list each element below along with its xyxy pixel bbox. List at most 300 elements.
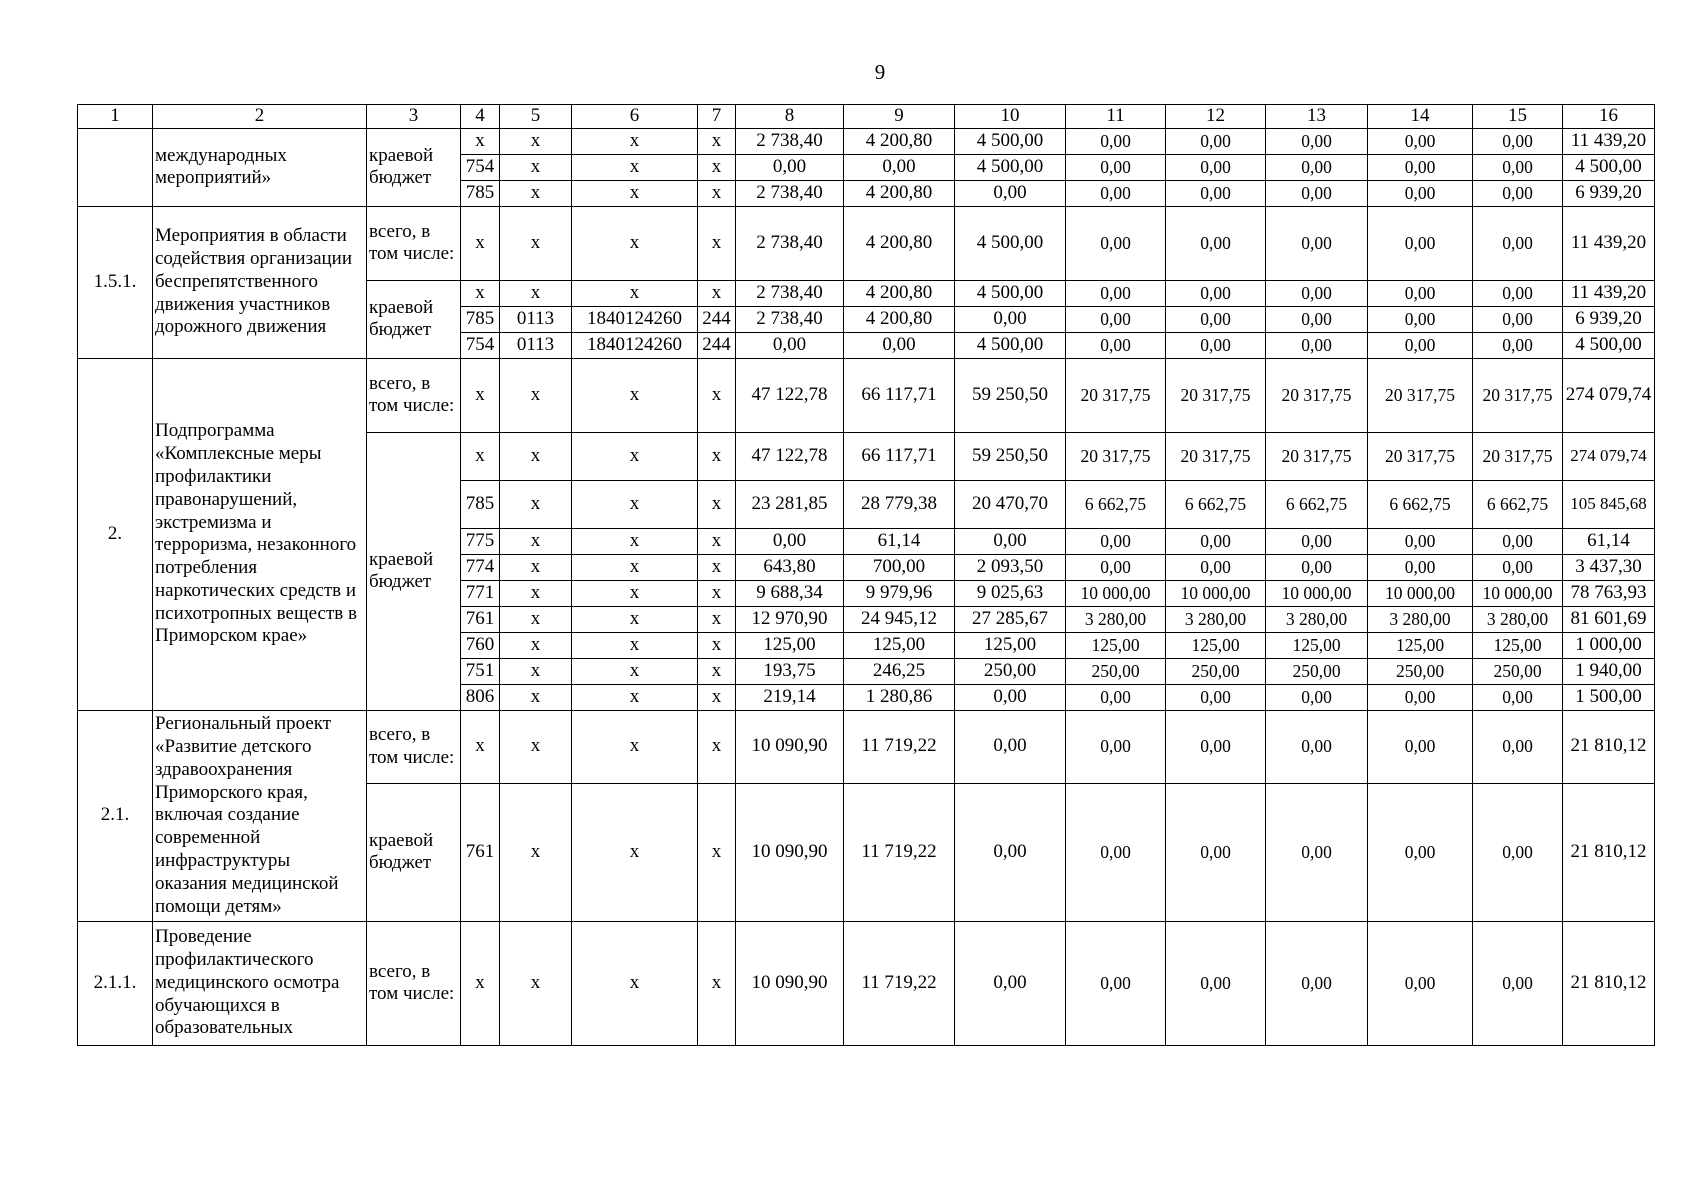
value-cell: 0,00 xyxy=(955,180,1066,206)
table-row xyxy=(78,710,1655,783)
total-label: всего, в том числе: xyxy=(367,206,461,280)
value-cell: x xyxy=(500,554,572,580)
value-cell: 28 779,38 xyxy=(844,480,955,528)
funding-source: краевой бюджет xyxy=(367,128,461,206)
value-cell: 9 979,96 xyxy=(844,580,955,606)
value-cell: 219,14 xyxy=(736,684,844,710)
value-cell: x xyxy=(698,606,736,632)
header-row xyxy=(78,105,1655,129)
value-cell: x xyxy=(572,783,698,921)
value-cell: 0,00 xyxy=(1066,528,1166,554)
value-cell: 0,00 xyxy=(1266,332,1368,358)
row-title: Региональный проект «Развитие детского здравоохранения Приморского края, включая создание современной инфраструктуры оказания медицинской помощи детям» xyxy=(153,710,367,921)
value-cell: 10 000,00 xyxy=(1166,580,1266,606)
table-row xyxy=(78,206,1655,280)
value-cell: 244 xyxy=(698,332,736,358)
value-cell: 0,00 xyxy=(844,332,955,358)
value-cell: 4 500,00 xyxy=(1563,332,1655,358)
value-cell: 125,00 xyxy=(1066,632,1166,658)
value-cell: 47 122,78 xyxy=(736,432,844,480)
value-cell: x xyxy=(572,358,698,432)
value-cell: 0,00 xyxy=(1368,554,1473,580)
value-cell: 59 250,50 xyxy=(955,432,1066,480)
value-cell: 0,00 xyxy=(1166,180,1266,206)
value-cell: x xyxy=(500,658,572,684)
value-cell: 0,00 xyxy=(1066,554,1166,580)
value-cell: 0,00 xyxy=(1368,783,1473,921)
value-cell: 20 317,75 xyxy=(1266,358,1368,432)
value-cell: 0,00 xyxy=(1066,710,1166,783)
value-cell: 250,00 xyxy=(1266,658,1368,684)
value-cell: x xyxy=(500,480,572,528)
value-cell: 0,00 xyxy=(1266,921,1368,1045)
value-cell: 6 662,75 xyxy=(1166,480,1266,528)
value-cell: 0,00 xyxy=(1266,306,1368,332)
value-cell: 244 xyxy=(698,306,736,332)
value-cell: 4 500,00 xyxy=(955,206,1066,280)
value-cell: 0,00 xyxy=(1266,206,1368,280)
value-cell: 0,00 xyxy=(1166,783,1266,921)
value-cell: 775 xyxy=(461,528,500,554)
value-cell: x xyxy=(500,684,572,710)
value-cell: 0,00 xyxy=(1166,154,1266,180)
total-label: всего, в том числе: xyxy=(367,710,461,783)
value-cell: x xyxy=(461,358,500,432)
value-cell: 20 317,75 xyxy=(1166,358,1266,432)
value-cell: 0,00 xyxy=(1166,206,1266,280)
column-header: 14 xyxy=(1368,105,1473,129)
value-cell: x xyxy=(572,528,698,554)
value-cell: 125,00 xyxy=(844,632,955,658)
page-number: 9 xyxy=(874,60,886,84)
value-cell: 0,00 xyxy=(1473,921,1563,1045)
value-cell: 11 439,20 xyxy=(1563,128,1655,154)
value-cell: 0,00 xyxy=(1166,921,1266,1045)
value-cell: 20 317,75 xyxy=(1066,358,1166,432)
row-number: 2. xyxy=(78,358,153,710)
value-cell: 21 810,12 xyxy=(1563,710,1655,783)
value-cell: 643,80 xyxy=(736,554,844,580)
value-cell: 125,00 xyxy=(1166,632,1266,658)
value-cell: 0,00 xyxy=(1473,180,1563,206)
value-cell: x xyxy=(698,480,736,528)
value-cell: 11 719,22 xyxy=(844,921,955,1045)
value-cell: x xyxy=(698,710,736,783)
value-cell: x xyxy=(572,154,698,180)
value-cell: 6 662,75 xyxy=(1066,480,1166,528)
value-cell: 246,25 xyxy=(844,658,955,684)
value-cell: 0,00 xyxy=(1166,528,1266,554)
value-cell: 0,00 xyxy=(1066,306,1166,332)
value-cell: 10 000,00 xyxy=(1368,580,1473,606)
column-header: 1 xyxy=(78,105,153,129)
value-cell: 0113 xyxy=(500,332,572,358)
value-cell: 0,00 xyxy=(1473,280,1563,306)
row-title: международных мероприятий» xyxy=(153,128,367,206)
value-cell: x xyxy=(572,180,698,206)
value-cell: 10 090,90 xyxy=(736,921,844,1045)
value-cell: 0,00 xyxy=(1266,128,1368,154)
value-cell: 0,00 xyxy=(1266,554,1368,580)
value-cell: 20 470,70 xyxy=(955,480,1066,528)
column-header: 4 xyxy=(461,105,500,129)
value-cell: x xyxy=(572,606,698,632)
value-cell: 0,00 xyxy=(1066,154,1166,180)
column-header: 12 xyxy=(1166,105,1266,129)
value-cell: 0,00 xyxy=(1066,783,1166,921)
value-cell: x xyxy=(698,128,736,154)
value-cell: 274 079,74 xyxy=(1563,432,1655,480)
value-cell: 0,00 xyxy=(1166,332,1266,358)
value-cell: 0,00 xyxy=(1368,154,1473,180)
value-cell: 3 280,00 xyxy=(1166,606,1266,632)
value-cell: x xyxy=(500,358,572,432)
value-cell: 20 317,75 xyxy=(1368,358,1473,432)
value-cell: 105 845,68 xyxy=(1563,480,1655,528)
value-cell: x xyxy=(461,710,500,783)
value-cell: 0,00 xyxy=(1368,921,1473,1045)
value-cell: 250,00 xyxy=(1166,658,1266,684)
value-cell: 9 688,34 xyxy=(736,580,844,606)
value-cell: 751 xyxy=(461,658,500,684)
value-cell: 0,00 xyxy=(1266,783,1368,921)
value-cell: x xyxy=(698,783,736,921)
value-cell: 250,00 xyxy=(1368,658,1473,684)
value-cell: x xyxy=(500,921,572,1045)
table-row xyxy=(78,358,1655,432)
value-cell: 0,00 xyxy=(736,528,844,554)
value-cell: 61,14 xyxy=(844,528,955,554)
total-label: всего, в том числе: xyxy=(367,921,461,1045)
value-cell: 806 xyxy=(461,684,500,710)
value-cell: x xyxy=(500,180,572,206)
value-cell: 3 280,00 xyxy=(1266,606,1368,632)
value-cell: 0,00 xyxy=(1266,684,1368,710)
value-cell: 0,00 xyxy=(1066,128,1166,154)
column-header: 5 xyxy=(500,105,572,129)
value-cell: 20 317,75 xyxy=(1368,432,1473,480)
value-cell: 6 939,20 xyxy=(1563,306,1655,332)
value-cell: x xyxy=(500,206,572,280)
row-number: 1.5.1. xyxy=(78,206,153,358)
value-cell: 0,00 xyxy=(1166,306,1266,332)
column-header: 3 xyxy=(367,105,461,129)
value-cell: 20 317,75 xyxy=(1266,432,1368,480)
value-cell: 23 281,85 xyxy=(736,480,844,528)
value-cell: 0,00 xyxy=(1473,554,1563,580)
column-header: 7 xyxy=(698,105,736,129)
value-cell: 2 738,40 xyxy=(736,180,844,206)
value-cell: 61,14 xyxy=(1563,528,1655,554)
column-header: 11 xyxy=(1066,105,1166,129)
value-cell: 4 500,00 xyxy=(955,280,1066,306)
value-cell: 0,00 xyxy=(1066,684,1166,710)
value-cell: x xyxy=(572,921,698,1045)
value-cell: 66 117,71 xyxy=(844,358,955,432)
value-cell: x xyxy=(572,710,698,783)
value-cell: 0,00 xyxy=(955,528,1066,554)
value-cell: 0,00 xyxy=(1473,128,1563,154)
value-cell: 20 317,75 xyxy=(1066,432,1166,480)
value-cell: x xyxy=(500,528,572,554)
value-cell: 125,00 xyxy=(1368,632,1473,658)
column-header: 10 xyxy=(955,105,1066,129)
value-cell: x xyxy=(500,710,572,783)
value-cell: x xyxy=(572,480,698,528)
value-cell: 10 000,00 xyxy=(1266,580,1368,606)
value-cell: 21 810,12 xyxy=(1563,783,1655,921)
value-cell: 250,00 xyxy=(1473,658,1563,684)
value-cell: 3 437,30 xyxy=(1563,554,1655,580)
value-cell: x xyxy=(572,432,698,480)
value-cell: x xyxy=(572,658,698,684)
row-number xyxy=(78,128,153,206)
value-cell: x xyxy=(500,128,572,154)
value-cell: 0,00 xyxy=(1066,206,1166,280)
value-cell: 1840124260 xyxy=(572,306,698,332)
value-cell: x xyxy=(698,658,736,684)
value-cell: 0,00 xyxy=(955,783,1066,921)
value-cell: 4 500,00 xyxy=(955,128,1066,154)
value-cell: x xyxy=(500,432,572,480)
value-cell: 0,00 xyxy=(736,154,844,180)
value-cell: 11 719,22 xyxy=(844,710,955,783)
value-cell: x xyxy=(500,632,572,658)
funding-source: краевой бюджет xyxy=(367,280,461,358)
value-cell: 0,00 xyxy=(1368,128,1473,154)
value-cell: 125,00 xyxy=(1473,632,1563,658)
value-cell: 0,00 xyxy=(1368,710,1473,783)
value-cell: 125,00 xyxy=(955,632,1066,658)
row-title: Подпрограмма «Комплексные меры профилактики правонарушений, экстремизма и терроризма, незаконного потребления наркотических средств и психотропных веществ в Приморском крае» xyxy=(153,358,367,710)
value-cell: x xyxy=(461,206,500,280)
value-cell: x xyxy=(698,554,736,580)
value-cell: 0,00 xyxy=(955,710,1066,783)
value-cell: 66 117,71 xyxy=(844,432,955,480)
value-cell: 10 000,00 xyxy=(1473,580,1563,606)
value-cell: 2 738,40 xyxy=(736,128,844,154)
value-cell: 0,00 xyxy=(1066,180,1166,206)
column-header: 9 xyxy=(844,105,955,129)
value-cell: 4 500,00 xyxy=(955,332,1066,358)
budget-table xyxy=(77,104,1655,1046)
value-cell: 0,00 xyxy=(1266,710,1368,783)
column-header: 8 xyxy=(736,105,844,129)
value-cell: 4 200,80 xyxy=(844,306,955,332)
value-cell: 0,00 xyxy=(1066,332,1166,358)
value-cell: 0,00 xyxy=(1368,180,1473,206)
value-cell: 27 285,67 xyxy=(955,606,1066,632)
value-cell: x xyxy=(698,154,736,180)
value-cell: 2 738,40 xyxy=(736,206,844,280)
value-cell: x xyxy=(500,580,572,606)
value-cell: 0,00 xyxy=(1473,154,1563,180)
value-cell: x xyxy=(500,783,572,921)
value-cell: x xyxy=(572,580,698,606)
column-header: 13 xyxy=(1266,105,1368,129)
value-cell: 81 601,69 xyxy=(1563,606,1655,632)
value-cell: x xyxy=(572,684,698,710)
value-cell: 47 122,78 xyxy=(736,358,844,432)
row-title: Мероприятия в области содействия организации беспрепятственного движения участников дорожного движения xyxy=(153,206,367,358)
value-cell: 0,00 xyxy=(955,684,1066,710)
value-cell: 1 280,86 xyxy=(844,684,955,710)
value-cell: 2 093,50 xyxy=(955,554,1066,580)
value-cell: 761 xyxy=(461,606,500,632)
row-number: 2.1. xyxy=(78,710,153,921)
value-cell: x xyxy=(698,358,736,432)
value-cell: 754 xyxy=(461,154,500,180)
value-cell: 0,00 xyxy=(1066,280,1166,306)
column-header: 15 xyxy=(1473,105,1563,129)
value-cell: 2 738,40 xyxy=(736,280,844,306)
table-row xyxy=(78,921,1655,1045)
value-cell: 24 945,12 xyxy=(844,606,955,632)
value-cell: x xyxy=(500,606,572,632)
value-cell: 21 810,12 xyxy=(1563,921,1655,1045)
value-cell: x xyxy=(572,554,698,580)
funding-source: краевой бюджет xyxy=(367,783,461,921)
value-cell: 250,00 xyxy=(955,658,1066,684)
value-cell: 193,75 xyxy=(736,658,844,684)
column-header: 16 xyxy=(1563,105,1655,129)
value-cell: 4 200,80 xyxy=(844,280,955,306)
value-cell: 0,00 xyxy=(1066,921,1166,1045)
value-cell: 250,00 xyxy=(1066,658,1166,684)
value-cell: 785 xyxy=(461,306,500,332)
column-header: 2 xyxy=(153,105,367,129)
value-cell: 785 xyxy=(461,180,500,206)
value-cell: 10 090,90 xyxy=(736,710,844,783)
row-title: Проведение профилактического медицинского осмотра обучающихся в образовательных xyxy=(153,921,367,1045)
funding-source: краевой бюджет xyxy=(367,432,461,710)
value-cell: 754 xyxy=(461,332,500,358)
value-cell: 700,00 xyxy=(844,554,955,580)
value-cell: 59 250,50 xyxy=(955,358,1066,432)
value-cell: 6 939,20 xyxy=(1563,180,1655,206)
value-cell: 4 500,00 xyxy=(955,154,1066,180)
value-cell: 6 662,75 xyxy=(1266,480,1368,528)
value-cell: x xyxy=(698,280,736,306)
value-cell: x xyxy=(698,528,736,554)
value-cell: 0,00 xyxy=(736,332,844,358)
value-cell: 0,00 xyxy=(955,921,1066,1045)
value-cell: 0,00 xyxy=(1166,684,1266,710)
value-cell: x xyxy=(698,921,736,1045)
value-cell: 0,00 xyxy=(844,154,955,180)
value-cell: 0,00 xyxy=(1368,684,1473,710)
value-cell: x xyxy=(461,280,500,306)
value-cell: x xyxy=(500,154,572,180)
value-cell: 0,00 xyxy=(1473,684,1563,710)
value-cell: 0,00 xyxy=(1368,528,1473,554)
value-cell: 1840124260 xyxy=(572,332,698,358)
value-cell: 11 439,20 xyxy=(1563,206,1655,280)
value-cell: 0,00 xyxy=(1368,280,1473,306)
value-cell: x xyxy=(572,632,698,658)
value-cell: 0,00 xyxy=(1473,206,1563,280)
value-cell: 0113 xyxy=(500,306,572,332)
value-cell: 0,00 xyxy=(1473,783,1563,921)
value-cell: 0,00 xyxy=(1266,528,1368,554)
value-cell: x xyxy=(572,128,698,154)
value-cell: 20 317,75 xyxy=(1473,432,1563,480)
value-cell: x xyxy=(572,280,698,306)
value-cell: 0,00 xyxy=(1166,128,1266,154)
value-cell: 0,00 xyxy=(1473,332,1563,358)
value-cell: x xyxy=(698,580,736,606)
value-cell: x xyxy=(698,180,736,206)
value-cell: 0,00 xyxy=(1166,710,1266,783)
value-cell: 20 317,75 xyxy=(1473,358,1563,432)
value-cell: x xyxy=(572,206,698,280)
value-cell: x xyxy=(461,128,500,154)
column-header: 6 xyxy=(572,105,698,129)
value-cell: 11 719,22 xyxy=(844,783,955,921)
value-cell: 0,00 xyxy=(1166,280,1266,306)
value-cell: 3 280,00 xyxy=(1368,606,1473,632)
value-cell: 760 xyxy=(461,632,500,658)
value-cell: x xyxy=(461,432,500,480)
value-cell: 78 763,93 xyxy=(1563,580,1655,606)
value-cell: 11 439,20 xyxy=(1563,280,1655,306)
value-cell: 1 000,00 xyxy=(1563,632,1655,658)
value-cell: 6 662,75 xyxy=(1368,480,1473,528)
value-cell: 10 090,90 xyxy=(736,783,844,921)
value-cell: 0,00 xyxy=(1368,332,1473,358)
value-cell: 0,00 xyxy=(1368,306,1473,332)
value-cell: 125,00 xyxy=(1266,632,1368,658)
value-cell: 3 280,00 xyxy=(1473,606,1563,632)
value-cell: 1 500,00 xyxy=(1563,684,1655,710)
value-cell: 6 662,75 xyxy=(1473,480,1563,528)
value-cell: 4 200,80 xyxy=(844,206,955,280)
value-cell: 761 xyxy=(461,783,500,921)
value-cell: 9 025,63 xyxy=(955,580,1066,606)
value-cell: 771 xyxy=(461,580,500,606)
value-cell: x xyxy=(698,684,736,710)
value-cell: 0,00 xyxy=(1266,180,1368,206)
value-cell: x xyxy=(698,632,736,658)
value-cell: 785 xyxy=(461,480,500,528)
value-cell: 12 970,90 xyxy=(736,606,844,632)
value-cell: 0,00 xyxy=(1368,206,1473,280)
value-cell: 2 738,40 xyxy=(736,306,844,332)
value-cell: 0,00 xyxy=(1473,528,1563,554)
value-cell: x xyxy=(698,432,736,480)
value-cell: 4 200,80 xyxy=(844,180,955,206)
value-cell: 0,00 xyxy=(1473,306,1563,332)
value-cell: 774 xyxy=(461,554,500,580)
value-cell: 125,00 xyxy=(736,632,844,658)
value-cell: 274 079,74 xyxy=(1563,358,1655,432)
total-label: всего, в том числе: xyxy=(367,358,461,432)
value-cell: 0,00 xyxy=(1266,280,1368,306)
value-cell: 10 000,00 xyxy=(1066,580,1166,606)
value-cell: 3 280,00 xyxy=(1066,606,1166,632)
value-cell: 0,00 xyxy=(955,306,1066,332)
value-cell: 0,00 xyxy=(1473,710,1563,783)
value-cell: 20 317,75 xyxy=(1166,432,1266,480)
value-cell: 0,00 xyxy=(1166,554,1266,580)
value-cell: 4 200,80 xyxy=(844,128,955,154)
value-cell: x xyxy=(500,280,572,306)
value-cell: x xyxy=(461,921,500,1045)
row-number: 2.1.1. xyxy=(78,921,153,1045)
value-cell: x xyxy=(698,206,736,280)
value-cell: 0,00 xyxy=(1266,154,1368,180)
value-cell: 1 940,00 xyxy=(1563,658,1655,684)
